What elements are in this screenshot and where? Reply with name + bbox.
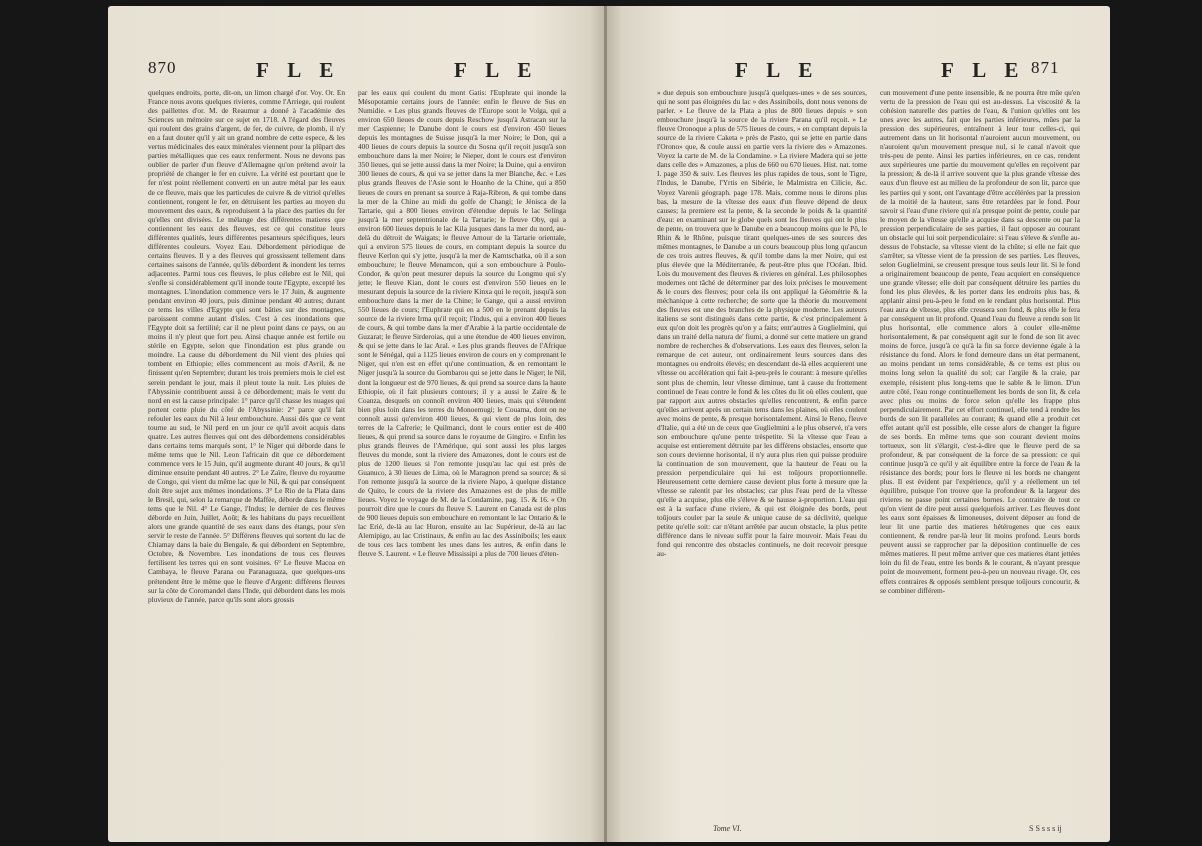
right-column-1 (657, 88, 867, 558)
left-page (108, 6, 605, 842)
right-headword-1: F L E (735, 58, 820, 82)
right-column-2 (880, 88, 1080, 595)
catchword: S S s s s ij (1029, 824, 1062, 833)
left-col2-text: par les eaux qui coulent du mont Gatis: l'Euphrate qui inonde la Mésopotamie certains jours de l'année: enfin le fleuve de Sus en Numidie. « Les plus grands fleuves de l'Europe sont le Volga, qui a environ 650 lieues de cours depuis Reschow jusqu'à Astracan sur la mer Caspienne; le Danube dont le cours est d'environ 450 lieues depuis les montagnes de Suisse jusqu'à la mer Noire; le Don, qui a 400 lieues de cours depuis la source du Sosna qu'il reçoit jusqu'à son embouchure dans la mer Noire; le Nieper, dont le cours est d'environ 350 lieues, qui se jette aussi dans la mer Noire; la Duine, qui a environ 300 lieues de cours, & qui va se jetter dans la mer Blanche, &c. « Les plus grands fleuves de l'Asie sont le Hoanho de la Chine, qui a 850 lieues de cours en prenant sa source à Raja-Ribron, & qui tombe dans la mer de la Chine au midi du golfe de Changi; le Jénisca de la Tartarie, qui a 800 lieues environ d'étendue depuis le lac Selinga jusqu'à la mer septentrionale de la Tartarie; le fleuve Oby, qui a environ 600 lieues depuis le lac Kila jusques dans la mer du nord, au-delà du détroit de Waigats; le fleuve Amour de la Tartarie orientale, qui a environ 575 lieues de cours, en comptant depuis la source du fleuve Kerlon qui s'y jette, jusqu'à la mer de Kamtschatka, où il a son embouchure; le fleuve Menamcon, qui a son embouchure à Poulo-Condor, & qu'on peut mesurer depuis la source du Longmu qui s'y jette; le fleuve Kian, dont le cours est d'environ 550 lieues en le mesurant depuis la source de la riviere Kinxa qui le reçoit, jusqu'à son embouchure dans la mer de la Chine; le Gange, qui a aussi environ 550 lieues de cours; l'Euphrate qui en a 500 en le prenant depuis la source de la riviere Irma qu'il reçoit; l'Indus, qui a environ 400 lieues de cours, & qui tombe dans la mer d'Arabie à la partie occidentale de Guzarat; le fleuve Sirderoias, qui a une étendue de 400 lieues environ, & qui se jette dans le lac Aral. « Les plus grands fleuves de l'Afrique sont le Sénégal, qui a 1125 lieues environ de cours en y comprenant le Niger, qui n'en est en effet qu'une continuation, & en remontant le Niger jusqu'à la source du Gombarou qui se jette dans le Niger; le Nil, dont la longueur est de 970 lieues, & qui prend sa source dans la haute Ethiopie, où il fait plusieurs contours; il y a aussi le Zaïre & le Coanza, desquels on connoît environ 400 lieues, mais qui s'étendent bien plus loin dans les terres du Monoemugi; le Couama, dont on ne connoît aussi qu'environ 400 lieues, & qui vient de plus loin, des terres de la Cafrerie; le Quilmanci, dont le cours entier est de 400 lieues, & qui prend sa source dans le royaume de Gingiro. « Enfin les plus grands fleuves de l'Amérique, qui sont aussi les plus larges fleuves du monde, sont la riviere des Amazones, dont le cours est de plus de 1200 lieues si l'on remonte jusqu'au lac qui est près de Guanuco, à 30 lieues de Lima, où le Maragnon prend sa source; & si l'on remonte jusqu'à la source de la riviere Napo, à quelque distance de Quito, le cours de la riviere des Amazones est de plus de mille lieues. Voyez le voyage de M. de la Condamine, pag. 15. & 16. « On pourroit dire que le cours du fleuve S. Laurent en Canada est de plus de 900 lieues depuis son embouchure en remontant le lac Ontario & le lac Erié, de-là au lac Huron, ensuite au lac Supérieur, de-là au lac Alemipigo, au lac Cristinaux, & enfin au lac des Assiniboils; les eaux de tous ces lacs tombent les unes dans les autres, & enfin dans le fleuve S. Laurent. « Le fleuve Mississipi a plus de 700 lieues d'éten- (358, 88, 566, 559)
right-page (607, 6, 1110, 842)
left-column-2 (358, 88, 566, 558)
right-col1-text: » due depuis son embouchure jusqu'à quelques-unes » de ses sources, qui ne sont pas éloignées du lac » des Assiniboils, dont nous venons de parler. » Le fleuve de la Plata a plus de 800 lieues depuis » son embouchure jusqu'à la source de la riviere Parana qu'il reçoit. » Le fleuve Oronoque a plus de 575 lieues de cours, » en comptant depuis la source de la riviere Caketa » près de Pasto, qui se jette en partie dans l'Orono» que, & coule aussi en partie vers la riviere des » Amazones. Voyez la carte de M. de la Condamine. » La riviere Madera qui se jette dans celle des » Amazones, a plus de 660 ou 670 lieues. Hist. nat. tome I. page 350 & suiv. Les fleuves les plus rapides de tous, sont le Tigre, l'Indus, le Danube, l'Yrtis en Sibérie, le Malmistra en Cilicie, &c. Voyez Varenii géograph. page 178. Mais, comme nous le dirons plus bas, la mesure de la vîtesse des eaux d'un fleuve dépend de deux causes; la premiere est la pente, & la seconde le poids & la quantité d'eau: en examinant sur le globe quels sont les fleuves qui ont le plus de pente, on trouvera que le Danube en a beaucoup moins que le Pô, le Rhin & le Rhône, puisque tirant quelques-unes de ses sources des mêmes montagnes, le Danube a un cours beaucoup plus long qu'aucun de ces trois autres fleuves, & qu'il tombe dans la mer Noire, qui est plus élevée que la Méditerranée, & peut-être plus que l'Océan. Ibid. Lois du mouvement des fleuves & rivieres en général. Les philosophes modernes ont tâché de déterminer par des loix précises le mouvement & le cours des fleuves; pour cela ils ont appliqué la Géométrie & la méchanique à cette recherche; de sorte que la théorie du mouvement des fleuves est une des branches de la physique moderne. Les auteurs italiens se sont distingués dans cette partie, & c'est principalement à eux qu'on doit les progrès qu'on y a faits; entr'autres à Guglielmini, qui dans un traité della natura de' fiumi, a donné sur cette matiere un grand nombre de recherches & d'observations. Les eaux des fleuves, selon la remarque de cet auteur, ont ordinairement leurs sources dans des montagnes ou endroits élevés; en descendant de-là elles acquierent une vîtesse ou accélération qui fait à-peu-près le courant: à mesure qu'elles sont plus de chemin, leur vîtesse diminue, tant à cause du frottement continuel de l'eau contre le fond & les côtes du lit où elles coulent, que par rapport aux autres obstacles qu'elles rencontrent, & enfin parce qu'elles arrivent après un certain tems dans les plaines, où elles coulent avec moins de pente, & presque horisontalement. Ainsi le Reno, fleuve d'Italie, qui a été un de ceux que Guglielmini a le plus observé, n'a vers son embouchure qu'une pente trèspetite. Si la vîtesse que l'eau a acquise est entierement détruite par les différens obstacles, ensorte que son cours devienne horisontal, il n'y aura plus rien qui puisse produire la continuation de son mouvement, que la hauteur de l'eau ou la pression perpendiculaire qui lui est toûjours proportionnelle. Heureusement cette derniere cause devient plus forte à mesure que la vîtesse se ralentit par les obstacles; car plus l'eau perd de la vîtesse qu'elle a acquise, plus elle s'éleve & se hausse à-proportion. L'eau qui est à la surface d'une riviere, & qui est éloignée des bords, peut toûjours couler par la seule & unique cause de sa déclivité, quelque petite qu'elle soit: car n'étant arrêtée par aucun obstacle, la plus petite différence dans le niveau suffit pour la faire mouvoir. Mais l'eau du fond qui rencontre des obstacles continuels, ne doit recevoir presque au- (657, 88, 867, 559)
right-running-head (607, 58, 1110, 82)
right-headword-2: F L E (941, 58, 1026, 82)
book-scan (108, 6, 1110, 842)
left-headword-1: F L E (256, 58, 341, 82)
volume-signature: Tome VI. (713, 824, 742, 833)
left-page-number: 870 (148, 58, 177, 77)
left-headword-2: F L E (454, 58, 539, 82)
right-page-number: 871 (1031, 58, 1060, 77)
left-column-1 (148, 88, 345, 604)
left-running-head (108, 58, 605, 82)
right-col2-text: cun mouvement d'une pente insensible, & ne pourra être mûe qu'en vertu de la pression de l'eau qui est au-dessus. La viscosité & la cohésion naturelle des parties de l'eau, & l'union qu'elles ont les unes avec les autres, fait que les parties inférieures, mûes par la pression des supérieures, entraînent à leur tour celles-ci, qui autrement dans un lit horisontal n'auroient aucun mouvement, ou n'auroient qu'un mouvement presque nul, si le canal n'avoit que très-peu de pente. Ainsi les parties inférieures, en ce cas, rendent aux supérieures une partie du mouvement qu'elles en reçoivent par la pression; & de-là il arrive souvent que la plus grande vîtesse des eaux d'un fleuve est au milieu de la profondeur de son lit, parce que les parties qui y sont, ont l'avantage d'être accélérées par la pression de la moitié de la hauteur, sans être retardées par le fond. Pour savoir si l'eau d'une riviere qui n'a presque point de pente, coule par le moyen de la vîtesse qu'elle a acquise dans sa descente ou par la pression perpendiculaire de ses parties, il faut opposer au courant un obstacle qui lui soit perpendiculaire: si l'eau s'éleve & s'enfle au-dessus de l'obstacle, sa vîtesse vient de la chûte; si elle ne fait que s'arrêter, sa vîtesse vient de la pression de ses parties. Les fleuves, selon Guglielmini, se creusent presque tous seuls leur lit. Si le fond a originairement beaucoup de pente, l'eau acquiert en conséquence une grande vîtesse; elle doit par conséquent détruire les parties du fond les plus élevées, & les porter dans les endroits plus bas, & applanir ainsi peu-à-peu le fond en le rendant plus horisontal. Plus l'eau aura de vîtesse, plus elle creusera son fond, & plus elle le fera par conséquent un lit profond. Quand l'eau du fleuve a rendu son lit plus horisontal, elle commence alors à couler elle-même horisontalement, & par conséquent agit sur le fond de son lit avec moins de force, jusqu'à ce qu'à la fin sa force devienne égale à la résistance du fond. Alors le fond demeure dans un état permanent, au moins pendant un tems considérable, & ce tems est plus ou moins long selon la qualité du sol; car l'argile & la craie, par exemple, résistent plus long-tems que le sable & le limon. D'un autre côté, l'eau ronge continuellement les bords de son lit, & cela avec plus ou moins de force selon qu'elle les frappe plus perpendiculairement. Par cet effort continuel, elle tend à rendre les bords de son lit paralleles au courant; & quand elle a produit cet effet autant qu'il est possible, elle cesse alors de changer la figure de ses bords. En même tems que son courant devient moins tortueux, son lit s'élargit, c'est-à-dire que le fleuve perd de sa profondeur, & par conséquent de la force de sa pression: ce qui continue jusqu'à ce qu'il y ait équilibre entre la force de l'eau & la résistance des bords; pour lors le fleuve ni les bords ne changent plus. Il est évident par l'expérience, qu'il y a réellement un tel équilibre, puisque l'on trouve que la profondeur & la largeur des rivieres ne passe point certaines bornes. Le contraire de tout ce qu'on vient de dire peut aussi quelquefois arriver. Les fleuves dont les eaux sont épaisses & limoneuses, doivent déposer au fond de leur lit une partie des matieres hétérogenes que ces eaux contiennent, & rendre par-là leur lit moins profond. Leurs bords peuvent aussi se rapprocher par la déposition continuelle de ces mêmes matieres. Il peut même arriver que ces matieres étant jettées loin du fil de l'eau, entre les bords & le courant, & n'ayant presque point de mouvement, forment peu-à-peu un nouveau rivage. Or, ces effets contraires & opposés semblent presque toûjours concourir, & se combiner différem- (880, 88, 1080, 595)
left-col1-text: quelques endroits, porte, dit-on, un limon chargé d'or. Voy. Or. En France nous avons quelques rivieres, comme l'Arriege, qui roulent des paillettes d'or. M. de Reaumur a donné à l'académie des Sciences un mémoire sur ce sujet en 1718. A l'égard des fleuves qui roulent des grains d'argent, de fer, de cuivre, de plomb, il n'y en a faut douter qu'il y ait un grand nombre de cette espece, & les vertus médicinales des eaux minérales viennent pour la plûpart des parties métalliques que ces eaux renferment. Nous ne devons pas oublier de parler d'un fleuve d'Allemagne qu'on prétend avoir la propriété de changer le fer en cuivre. La vérité est pourtant que le fer n'est point réellement converti en un autre métal par les eaux de ce fleuve, mais que les particules de cuivre & de vitriol qu'elles contiennent, rongent le fer, en détruisent les parties au moyen du mouvement des eaux, & reproduisent à la place des parties du fer qu'elles ont divisées. Le mélange des différentes matieres que contiennent les eaux des fleuves, est ce qui constitue leurs différentes qualités, leurs différentes pesanteurs spécifiques, leurs différentes couleurs. Voyez Eau. Débordement périodique de certains fleuves. Il y a des fleuves qui grossissent tellement dans certaines saisons de l'année, qu'ils débordent & inondent les terres adjacentes. Parmi tous ces fleuves, le plus célebre est le Nil, qui s'enfle si considérablement qu'il inonde toute l'Egypte, excepté les montagnes. L'inondation commence vers le 17 Juin, & augmente pendant environ 40 jours, puis diminue pendant 40 autres; durant ce tems les villes d'Egypte qui sont bâties sur des montagnes, paroissent comme autant d'isles. C'est à ces inondations que l'Egypte doit sa fertilité; car il ne pleut point dans ce pays, ou au moins il n'y pleut que fort peu. Ainsi chaque année est fertile ou stérile en Egypte, selon que l'inondation est plus grande ou moindre. La cause du débordement du Nil vient des pluies qui tombent en Ethiopie; elles commencent au mois d'Avril, & ne finissent qu'en Septembre; durant les trois premiers mois le ciel est serein pendant le jour, mais il pleut toute la nuit. Les pluies de l'Abyssinie contribuent aussi à ce débordement; mais le vent du nord en est la cause principale: 1° parce qu'il chasse les nuages qui portent cette pluie du côté de l'Abyssinie: 2° parce qu'il fait refouler les eaux du Nil à leur embouchure. Aussi dès que ce vent tourne au sud, le Nil perd en un jour ce qu'il avoit acquis dans quatre. Les autres fleuves qui ont des débordemens considérables dans certains tems marqués sont, 1° le Niger qui déborde dans le même tems que le Nil. Leon l'africain dit que ce débordement commence vers le 15 Juin, qu'il augmente durant 40 jours, & qu'il diminue ensuite pendant 40 autres. 2° Le Zaïre, fleuve du royaume de Congo, qui vient du même lac que le Nil, & qui par conséquent doit être sujet aux mêmes inondations. 3° Le Rio de la Plata dans le Bresil, qui, selon la remarque de Maffée, déborde dans le même tems que le Nil. 4° Le Gange, l'Indus; le dernier de ces fleuves déborde en Juin, Juillet, Août; & les habitans du pays recueillent alors une grande quantité de ses eaux dans des étangs, pour s'en servir le reste de l'année. 5° Différens fleuves qui sortent du lac de Chiamay dans la baie du Bengale, & qui débordent en Septembre, Octobre, & Novembre. Les inondations de tous ces fleuves fertilisent les terres qui en sont voisines. 6° Le fleuve Macoa en Cambaya, le fleuve Parana ou Paranaguaza, que quelques-uns prétendent être le même que le fleuve d'Argent: différens fleuves sur la côte de Coromandel dans l'Inde, qui débordent dans les mois pluvieux de l'année, parce qu'ils sont alors grossis (148, 88, 345, 604)
